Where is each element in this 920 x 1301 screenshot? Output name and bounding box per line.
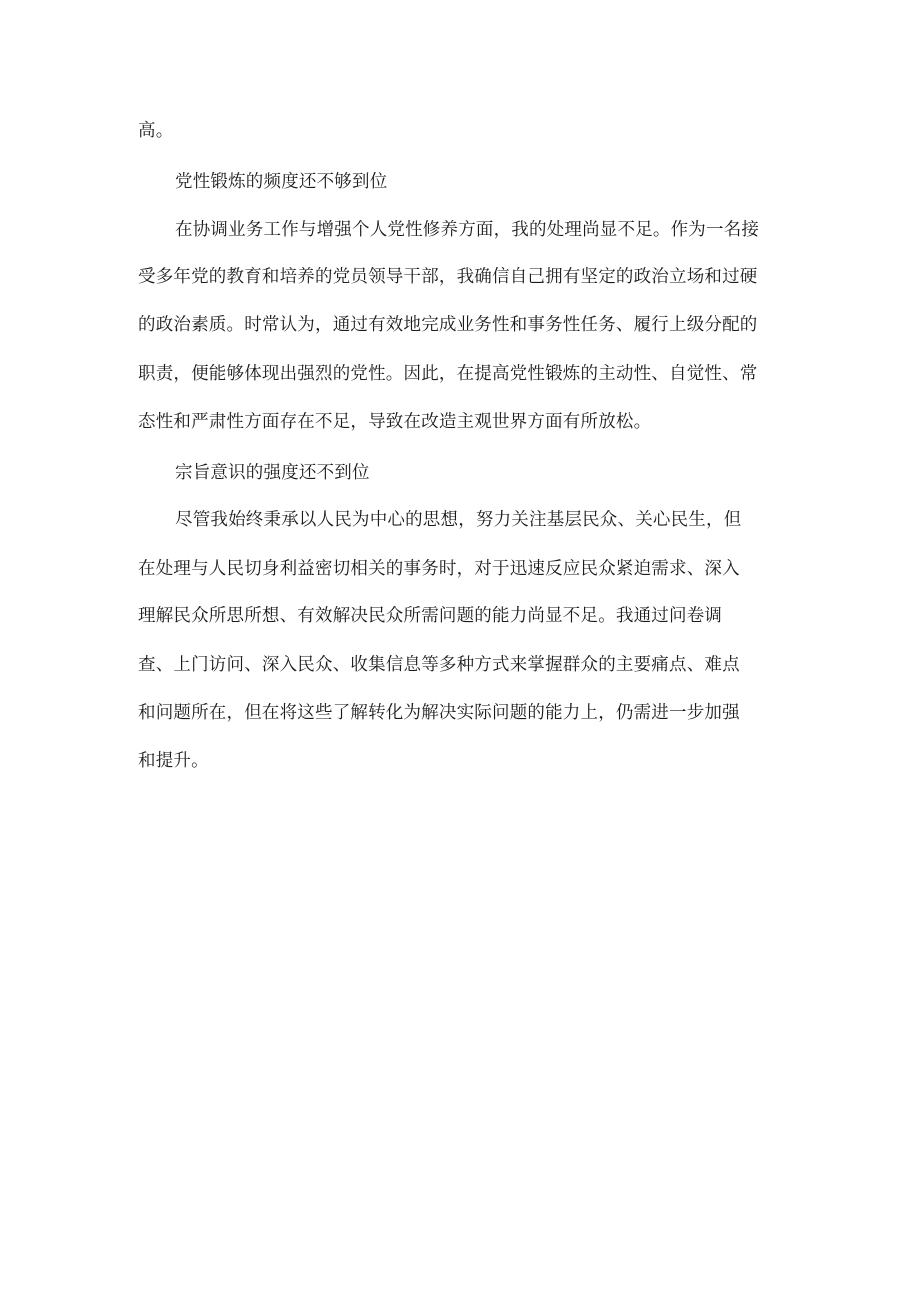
text-line: 理解民众所思所想、有效解决民众所需问题的能力尚显不足。我通过问卷调 — [138, 606, 723, 626]
section-heading: 宗旨意识的强度还不到位 — [175, 463, 370, 483]
text-line: 和提升。 — [138, 751, 209, 771]
text-line: 查、上门访问、深入民众、收集信息等多种方式来掌握群众的主要痛点、难点 — [138, 655, 740, 675]
section-heading: 党性锻炼的频度还不够到位 — [175, 172, 388, 192]
text-line: 的政治素质。时常认为，通过有效地完成业务性和事务性任务、履行上级分配的 — [138, 315, 758, 335]
text-line: 在处理与人民切身利益密切相关的事务时，对于迅速反应民众紧迫需求、深入 — [138, 559, 740, 579]
text-line: 在协调业务工作与增强个人党性修养方面，我的处理尚显不足。作为一名接 — [175, 220, 760, 240]
text-line: 态性和严肃性方面存在不足，导致在改造主观世界方面有所放松。 — [138, 412, 652, 432]
text-line: 高。 — [138, 121, 174, 141]
text-line: 尽管我始终秉承以人民为中心的思想，努力关注基层民众、关心民生，但 — [175, 510, 742, 530]
text-line: 和问题所在，但在将这些了解转化为解决实际问题的能力上，仍需进一步加强 — [138, 703, 740, 723]
text-line: 职责，便能够体现出强烈的党性。因此，在提高党性锻炼的主动性、自觉性、常 — [138, 364, 758, 384]
text-line: 受多年党的教育和培养的党员领导干部，我确信自己拥有坚定的政治立场和过硬 — [138, 267, 758, 287]
